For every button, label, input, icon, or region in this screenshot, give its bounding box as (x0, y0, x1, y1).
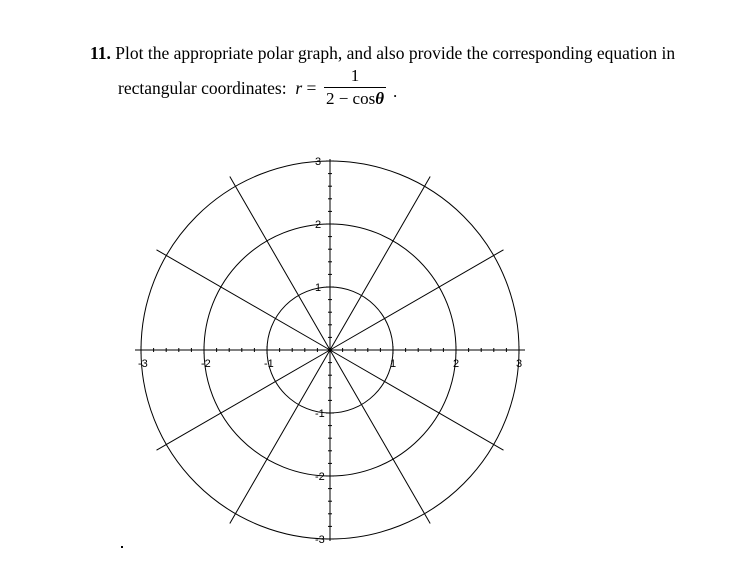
y-tick-label: 2 (315, 219, 322, 231)
grid-ray-60 (330, 177, 430, 351)
equation-lhs: r (295, 78, 303, 98)
grid-ray-30 (330, 250, 504, 350)
y-tick-label: 1 (315, 282, 322, 294)
polar-axes (135, 159, 525, 541)
grid-ray-240 (230, 350, 330, 524)
equation-equals: = (306, 78, 317, 98)
fraction-numerator: 1 (350, 66, 360, 85)
grid-ray-210 (157, 350, 331, 450)
x-tick-label: 3 (516, 358, 523, 370)
rectangular-label: rectangular coordinates: (118, 78, 287, 98)
grid-ray-150 (157, 250, 331, 350)
fraction-theta: θ (375, 89, 385, 108)
grid-ray-300 (330, 350, 430, 524)
problem-instruction: Plot the appropriate polar graph, and also provide the corresponding equation in (115, 43, 676, 63)
y-tick-label: 3 (315, 156, 322, 168)
grid-ray-330 (330, 350, 504, 450)
stray-dot (121, 546, 123, 548)
x-tick-label: 1 (390, 358, 397, 370)
y-tick-label: -2 (315, 471, 325, 483)
x-tick-label: -2 (201, 358, 211, 370)
problem-number: 11. (90, 43, 111, 63)
x-tick-label: 2 (453, 358, 460, 370)
equation-period: . (393, 82, 398, 101)
grid-ray-120 (230, 177, 330, 351)
y-tick-label: -3 (315, 534, 325, 546)
x-tick-label: -3 (138, 358, 148, 370)
y-tick-label: -1 (315, 408, 325, 420)
x-tick-label: -1 (264, 358, 274, 370)
fraction-denominator-text: 2 − cos (325, 89, 376, 108)
